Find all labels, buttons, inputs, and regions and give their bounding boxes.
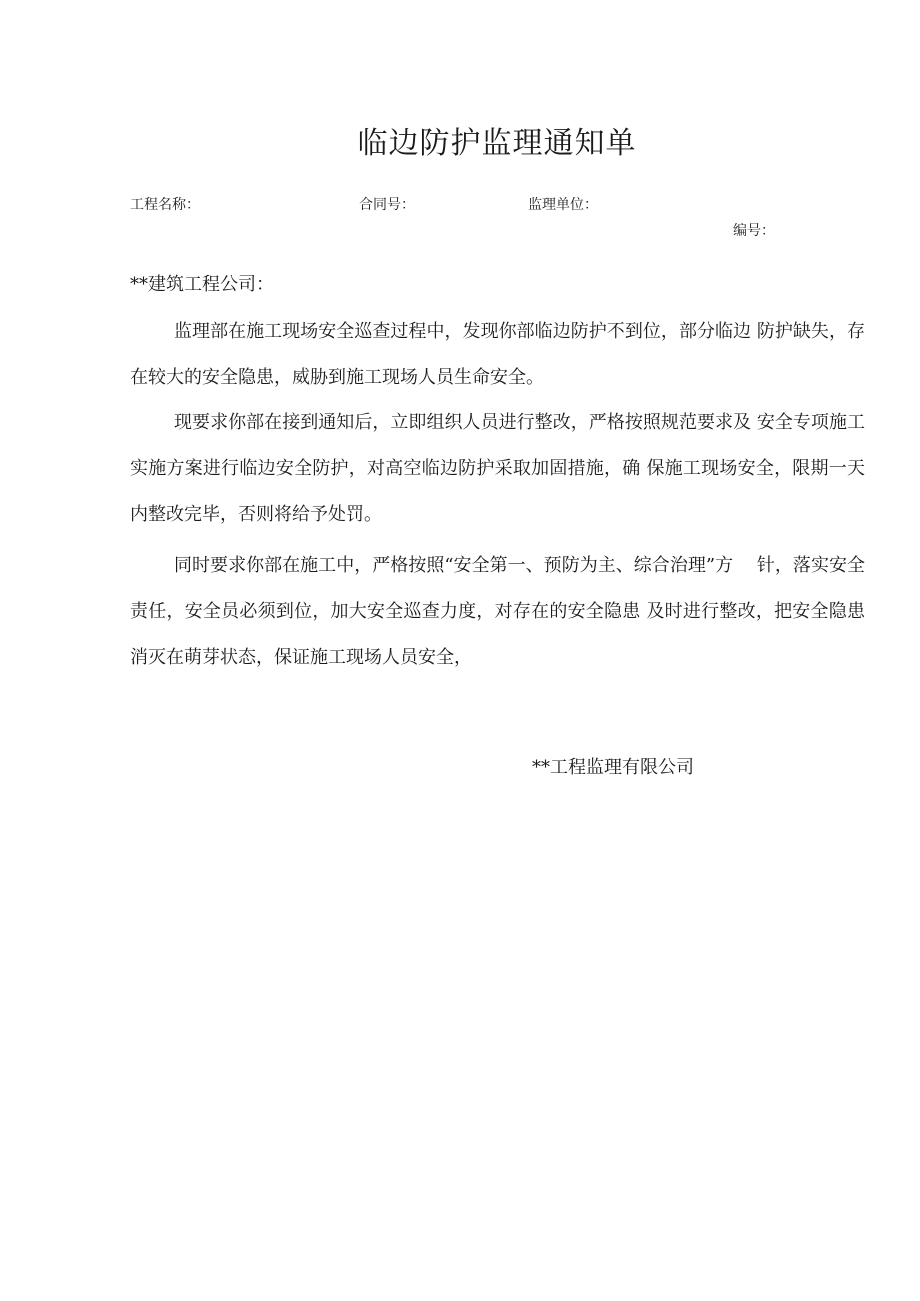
serial-no-label: 编号： (733, 223, 775, 239)
signature-company: **工程监理有限公司 (532, 757, 694, 778)
document-title: 临边防护监理通知单 (357, 126, 637, 161)
paragraph-2: 现要求你部在接到通知后，立即组织人员进行整改，严格按照规范要求及 安全专项施工实施方案进行临边安全防护，对高空临边防护采取加固措施，确 保施工现场安全，限期一天内整改完毕，否则将给予处罚。 (130, 412, 865, 525)
paragraph-1: 监理部在施工现场安全巡查过程中，发现你部临边防护不到位，部分临边 防护缺失，存在较大的安全隐患，威胁到施工现场人员生命安全。 (130, 321, 865, 388)
salutation: **建筑工程公司： (130, 274, 274, 295)
supervision-unit-label: 监理单位： (528, 197, 598, 213)
contract-no-label: 合同号： (359, 197, 415, 213)
project-name-label: 工程名称： (130, 197, 200, 213)
paragraph-3: 同时要求你部在施工中，严格按照“安全第一、预防为主、综合治理”方 针，落实安全责任，安全员必须到位，加大安全巡查力度，对存在的安全隐患 及时进行整改，把安全隐患消灭在萌芽状态，保证施工现场人员安全， (130, 555, 865, 668)
